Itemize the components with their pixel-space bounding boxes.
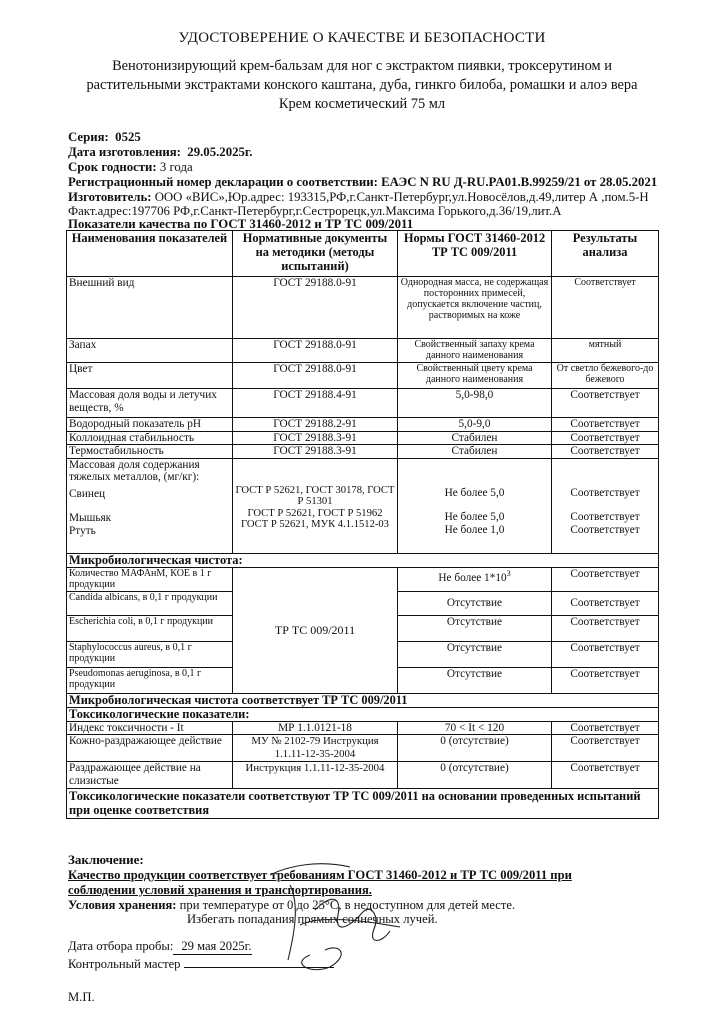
made-date-label: Дата изготовления:	[68, 145, 181, 159]
row-doc: МР 1.1.0121-18	[233, 721, 398, 735]
shelf-life-line	[68, 160, 718, 175]
row-result: Соответствует	[552, 762, 659, 789]
row-doc: ГОСТ 29188.0-91	[233, 339, 398, 363]
row-name: Количество МАФАнМ, КОЕ в 1 г продукции	[67, 567, 233, 591]
storage-label: Условия хранения:	[68, 898, 177, 912]
sample-date-value: 29 мая 2025г.	[173, 939, 251, 955]
row-norm: Стабилен	[398, 445, 552, 459]
series-value: 0525	[115, 130, 141, 144]
row-norm: 70 < It < 120	[398, 721, 552, 735]
product-name	[40, 57, 684, 114]
made-date-line	[68, 145, 718, 160]
metals-norms	[398, 458, 552, 553]
row-result: Соответствует	[552, 641, 659, 667]
table-row	[67, 389, 659, 418]
header-norms: Нормы ГОСТ 31460-2012 ТР ТС 009/2011	[398, 231, 552, 277]
row-name: Коллоидная стабильность	[67, 431, 233, 445]
row-result: Соответствует	[552, 277, 659, 339]
table-row	[67, 418, 659, 432]
micro-doc: ТР ТС 009/2011	[233, 567, 398, 693]
row-result: От светло бежевого-до бежевого	[552, 363, 659, 389]
row-name: Candida albicans, в 0,1 г продукции	[67, 591, 233, 615]
row-norm: 5,0-98,0	[398, 389, 552, 418]
row-result: Соответствует	[552, 567, 659, 591]
micro-conclusion-row	[67, 693, 659, 707]
row-doc: ГОСТ 29188.0-91	[233, 363, 398, 389]
mafanm-norm-base: Не более 1*10	[438, 571, 507, 584]
registration-text: Регистрационный номер декларации о соответствии: ЕАЭС N RU Д-RU.PA01.B.99259/21 от 28.05.2021	[68, 175, 658, 189]
micro-conclusion: Микробиологическая чистота соответствует ТР ТС 009/2011	[67, 693, 659, 707]
product-name-line-1: Венотонизирующий крем-бальзам для ног с экстрактом пиявки, троксерутином и	[112, 58, 612, 74]
table-row	[67, 277, 659, 339]
row-norm: Свойственный запаху крема данного наименования	[398, 339, 552, 363]
row-result: мятный	[552, 339, 659, 363]
manufacturer-label: Изготовитель:	[68, 190, 152, 204]
heavy-metals-row	[67, 458, 659, 553]
series-label: Серия:	[68, 130, 109, 144]
storage-line-2: Избегать попадания прямых солнечных лучей.	[187, 912, 438, 926]
manufacturer-value: ООО «ВИС»,Юр.адрес: 193315,РФ,г.Санкт-Петербург,ул.Новосёлов,д.49,литер А ,пом.5-Н	[154, 190, 649, 204]
document-title: УДОСТОВЕРЕНИЕ О КАЧЕСТВЕ И БЕЗОПАСНОСТИ	[178, 30, 546, 46]
tox-conclusion: Токсикологические показатели соответствуют ТР ТС 009/2011 на основании проведенных испытаний при оценке соответствия	[67, 789, 659, 819]
row-name: Запах	[67, 339, 233, 363]
arsenic-result: Соответствует	[570, 511, 640, 523]
arsenic-name: Мышьяк	[69, 512, 112, 524]
row-norm: Стабилен	[398, 431, 552, 445]
mercury-result: Соответствует	[570, 523, 640, 536]
row-name: Водородный показатель pH	[67, 418, 233, 432]
row-name: Pseudomonas aeruginosa, в 0,1 г продукции	[67, 667, 233, 693]
row-result: Соответствует	[552, 735, 659, 762]
table-row	[67, 339, 659, 363]
micro-section-row	[67, 553, 659, 567]
metals-names	[67, 458, 233, 553]
arsenic-norm: Не более 5,0	[444, 511, 505, 523]
lead-result: Соответствует	[570, 486, 640, 499]
table-row	[67, 735, 659, 762]
row-doc: ГОСТ 29188.2-91	[233, 418, 398, 432]
sample-date-line	[68, 939, 252, 955]
signature-drawing	[230, 855, 420, 980]
header-indicators: Наименования показателей	[67, 231, 233, 277]
header-methods: Нормативные документы на методики (методы испытаний)	[233, 231, 398, 277]
row-result: Соответствует	[552, 389, 659, 418]
sample-date-label: Дата отбора пробы:	[68, 939, 174, 953]
row-name: Массовая доля воды и летучих веществ, %	[67, 389, 233, 418]
row-name: Термостабильность	[67, 445, 233, 459]
row-result: Соответствует	[552, 418, 659, 432]
row-result: Соответствует	[552, 445, 659, 459]
row-norm: 0 (отсутствие)	[398, 762, 552, 789]
table-row	[67, 721, 659, 735]
row-doc: МУ № 2102-79 Инструкция 1.1.11-12-35-2004	[233, 735, 398, 762]
master-label: Контрольный мастер	[68, 957, 181, 971]
mercury-doc: ГОСТ Р 52621, МУК 4.1.1512-03	[241, 519, 389, 531]
row-norm: Свойственный цвету крема данного наименования	[398, 363, 552, 389]
row-norm: 0 (отсутствие)	[398, 735, 552, 762]
row-name: Индекс токсичности - It	[67, 721, 233, 735]
row-name: Цвет	[67, 363, 233, 389]
row-name: Кожно-раздражающее действие	[67, 735, 233, 762]
conclusion-title: Заключение:	[68, 852, 144, 867]
conclusion-line-2: соблюдении условий хранения и транспортирования.	[68, 883, 372, 897]
metals-title: Массовая доля содержания тяжелых металлов, (мг/кг):	[69, 458, 200, 483]
arsenic-doc: ГОСТ Р 52621, ГОСТ Р 51962	[247, 507, 383, 519]
series-line	[68, 130, 718, 145]
row-name: Внешний вид	[67, 277, 233, 339]
row-norm	[398, 567, 552, 591]
mafanm-norm-exp: 3	[506, 568, 511, 578]
table-row	[67, 363, 659, 389]
made-date-value: 29.05.2025г.	[187, 145, 253, 159]
product-name-line-2: растительными экстрактами конского каштана, дуба, гинкго билоба, ромашки и алоэ вера	[86, 77, 638, 93]
row-result: Соответствует	[552, 721, 659, 735]
row-result: Соответствует	[552, 667, 659, 693]
lead-doc: ГОСТ Р 52621, ГОСТ 30178, ГОСТ Р 51301	[235, 484, 395, 508]
row-norm: Отсутствие	[398, 615, 552, 641]
signature-stroke	[270, 864, 400, 970]
row-norm: Однородная масса, не содержащая посторонних примесей, допускается включение частиц, растворимых на коже	[398, 277, 552, 339]
product-name-line-3: Крем косметический 75 мл	[278, 96, 446, 112]
mercury-norm: Не более 1,0	[444, 523, 505, 536]
stamp-placeholder: М.П.	[68, 990, 95, 1004]
tox-section-title: Токсикологические показатели:	[67, 707, 659, 721]
shelf-life-label: Срок годности:	[68, 160, 157, 174]
table-row	[67, 431, 659, 445]
table-header-row	[67, 231, 659, 277]
row-doc: ГОСТ 29188.4-91	[233, 389, 398, 418]
fact-address-line: Факт.адрес:197706 РФ,г.Санкт-Петербург,г.Сестрорецк,ул.Максима Горького,д.36/19,лит.А	[68, 204, 562, 218]
row-norm: Отсутствие	[398, 667, 552, 693]
row-norm: Отсутствие	[398, 591, 552, 615]
tox-section-row	[67, 707, 659, 721]
table-row	[67, 762, 659, 789]
row-doc: Инструкция 1.1.11-12-35-2004	[233, 762, 398, 789]
micro-section-title: Микробиологическая чистота:	[67, 553, 659, 567]
tox-conclusion-row	[67, 789, 659, 819]
row-name: Staphylococcus aureus, в 0,1 г продукции	[67, 641, 233, 667]
storage-value: при температуре от 0 до 25°С, в недоступном для детей месте.	[179, 898, 516, 912]
mercury-name: Ртуть	[69, 524, 96, 537]
row-doc: ГОСТ 29188.3-91	[233, 445, 398, 459]
row-result: Соответствует	[552, 591, 659, 615]
quality-title-text: Показатели качества по ГОСТ 31460-2012 и ТР ТС 009/2011	[68, 217, 414, 231]
table-row	[67, 445, 659, 459]
row-norm: 5,0-9,0	[398, 418, 552, 432]
metals-docs	[233, 458, 398, 553]
row-name: Раздражающее действие на слизистые	[67, 762, 233, 789]
quality-table	[66, 230, 659, 819]
table-row	[67, 567, 659, 591]
row-name: Escherichia coli, в 0,1 г продукции	[67, 615, 233, 641]
registration-line	[68, 175, 718, 190]
lead-name: Свинец	[69, 487, 106, 500]
shelf-life-value: 3 года	[159, 160, 193, 174]
row-result: Соответствует	[552, 431, 659, 445]
row-result: Соответствует	[552, 615, 659, 641]
row-doc: ГОСТ 29188.3-91	[233, 431, 398, 445]
lead-norm: Не более 5,0	[444, 486, 505, 499]
row-norm: Отсутствие	[398, 641, 552, 667]
metals-results	[552, 458, 659, 553]
manufacturer-line	[68, 190, 718, 205]
row-doc: ГОСТ 29188.0-91	[233, 277, 398, 339]
conclusion-line-1: Качество продукции соответствует требованиям ГОСТ 31460-2012 и ТР ТС 009/2011 при	[68, 868, 572, 882]
header-results: Результаты анализа	[552, 231, 659, 277]
